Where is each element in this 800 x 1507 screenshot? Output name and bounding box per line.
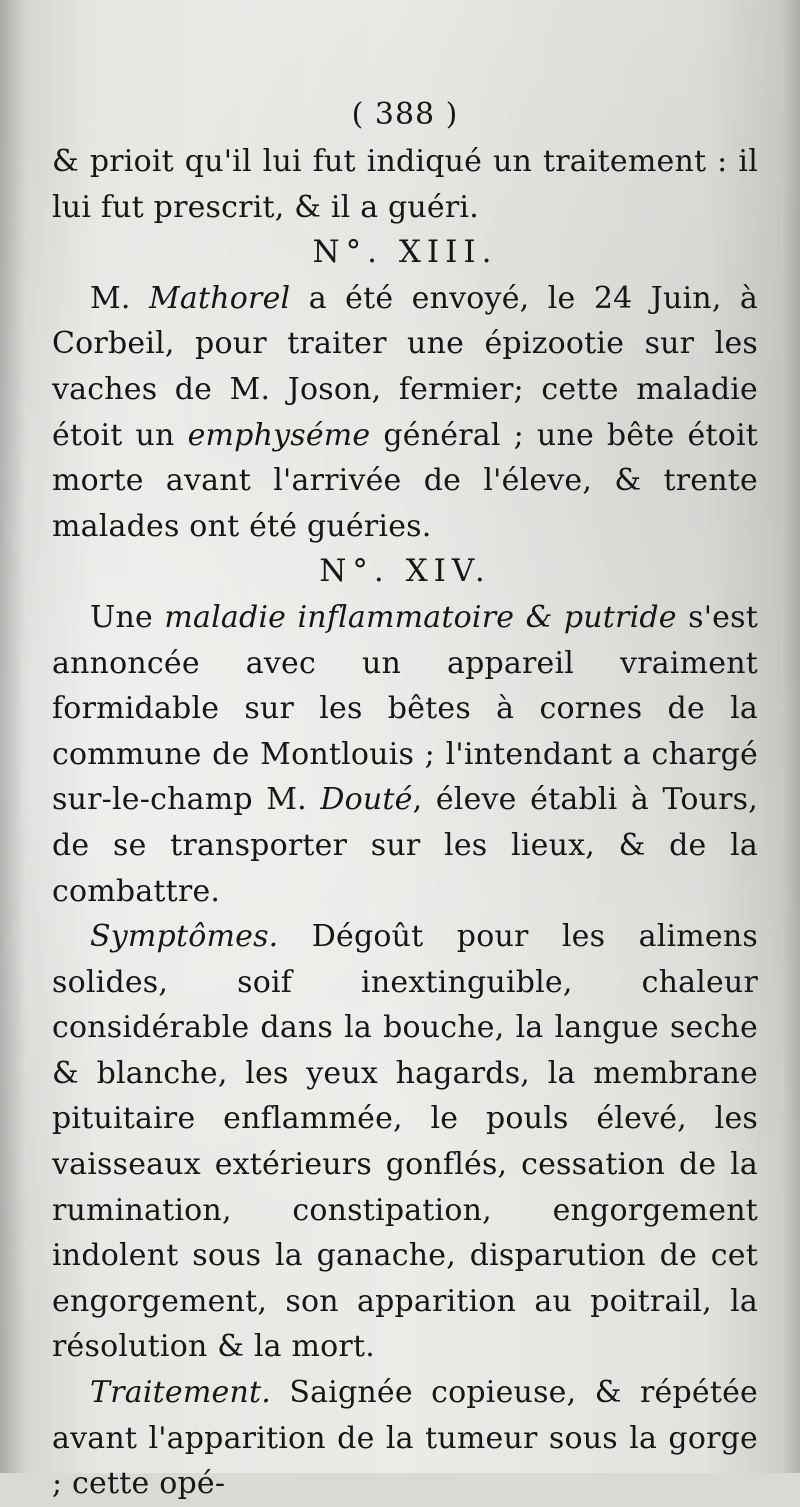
section-heading-xiii: N°. XIII. <box>312 234 498 271</box>
page-edge-shadow <box>782 0 800 1473</box>
paragraph-case-xiv <box>52 595 758 914</box>
paragraph-continuation: & prioit qu'il lui fut indiqué un traitement : il lui fut prescrit, & il a guéri. <box>52 144 758 225</box>
paragraph-treatment <box>52 1370 758 1507</box>
paragraph-case-xiii <box>52 276 758 550</box>
person-name: Mathorel <box>149 280 291 316</box>
page-text <box>52 92 758 1507</box>
text-segment: M. <box>90 280 150 316</box>
text-segment: a été envoyé, le 24 Juin, à Corbeil, pour traiter une épizootie sur les vaches de M. Joson, fermier; cette maladie étoit un <box>52 280 758 453</box>
disease-name: maladie inflammatoire & putride <box>164 599 677 635</box>
spine-shadow <box>0 0 26 1473</box>
paragraph-symptoms <box>52 914 758 1370</box>
text-segment: , éleve établi à Tours, de se transporter sur les lieux, & de la combattre. <box>52 782 758 909</box>
text-segment: général ; une bête étoit morte avant l'arrivée de l'éleve, & trente malades ont été guéries. <box>52 417 759 544</box>
person-name: Douté <box>320 782 413 818</box>
medical-term: emphyséme <box>187 417 371 453</box>
section-heading-xiv: N°. XIV. <box>319 553 491 590</box>
text-segment: Une <box>90 599 165 635</box>
page-number: ( 388 ) <box>351 97 459 132</box>
text-segment: s'est annoncée avec un appareil vraiment formidable sur les bêtes à cornes de la commune de Montlouis ; l'intendant a chargé sur-le-champ M. <box>52 599 758 818</box>
treatment-label: Traitement. <box>90 1375 271 1411</box>
text-segment: Dégoût pour les alimens solides, soif inextinguible, chaleur considérable dans la bouche, la langue seche & blanche, les yeux hagards, la membrane pituitaire enflammée, le pouls élevé, les vaisseaux extérieurs gonflés, cessation de la rumination, constipation, engorgement indolent sous la ganache, disparution de cet engorgement, son apparition au poitrail, la résolution & la mort. <box>52 919 758 1365</box>
symptoms-label: Symptômes. <box>90 919 279 955</box>
text-segment: Saignée copieuse, & répétée avant l'apparition de la tumeur sous la gorge ; cette opé- <box>52 1375 758 1502</box>
